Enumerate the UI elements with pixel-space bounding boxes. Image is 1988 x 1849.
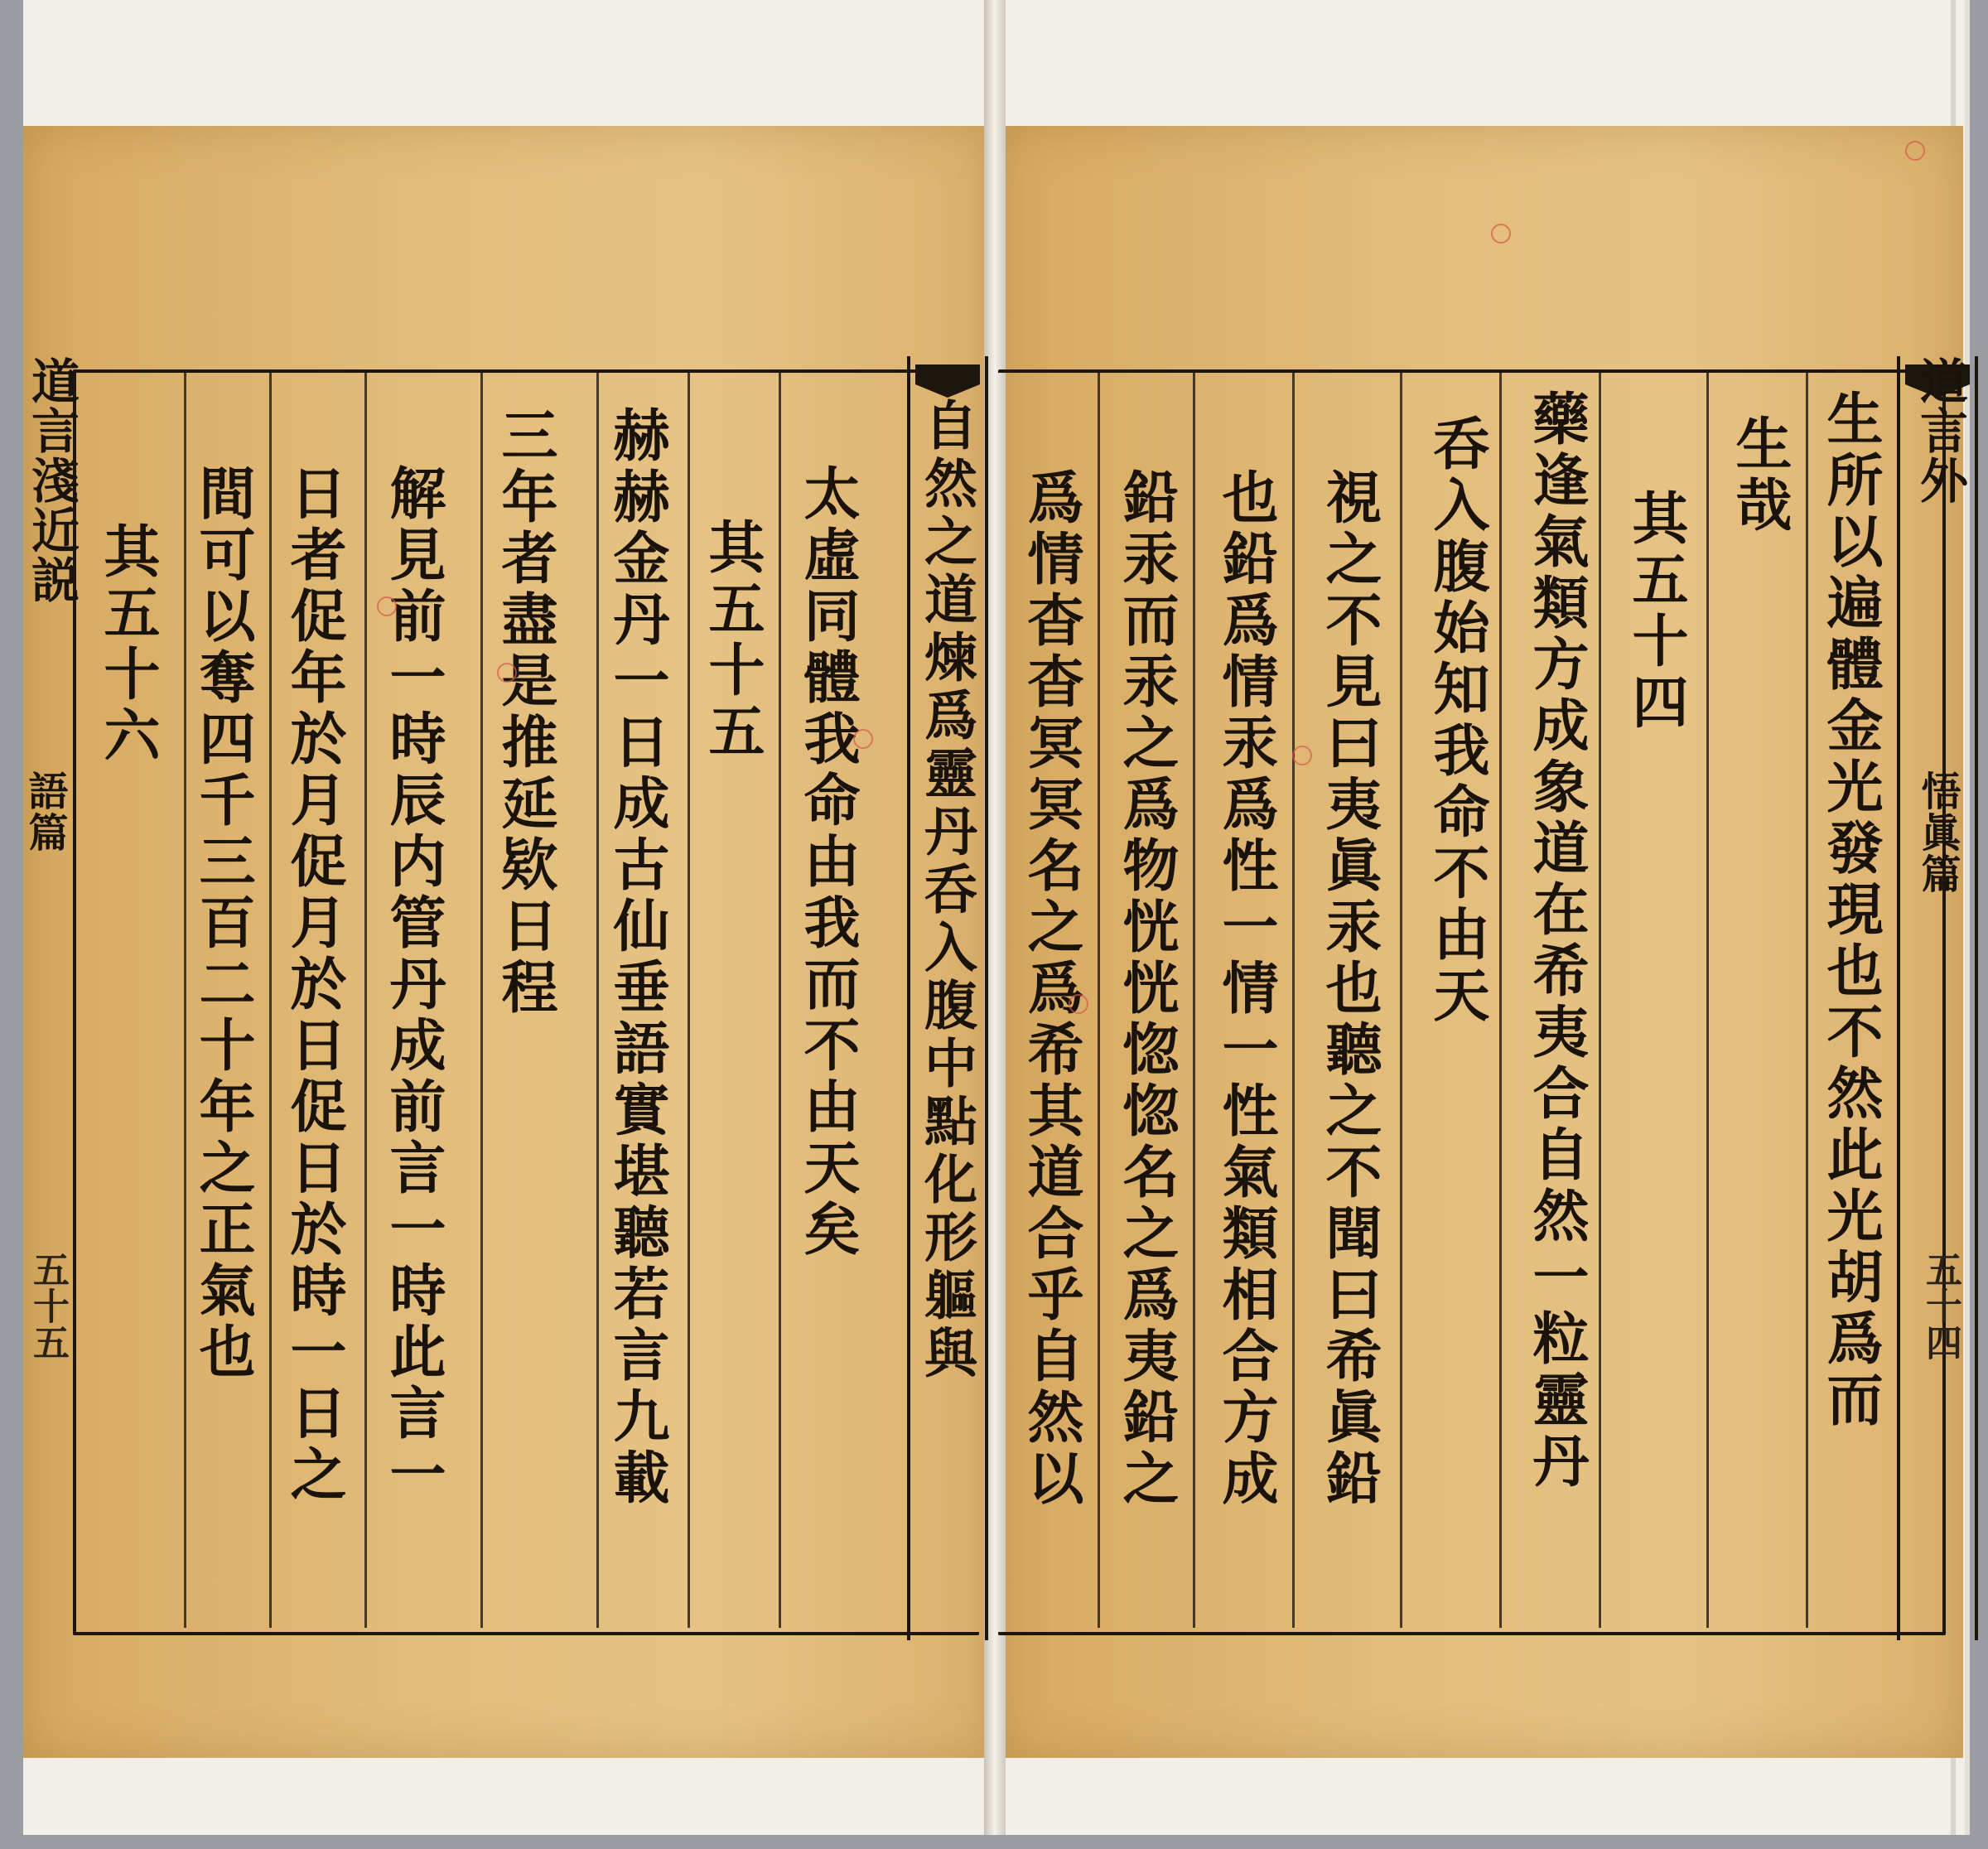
red-punctuation-mark (1292, 746, 1312, 765)
text-column: 也鉛爲情汞爲性一情一性氣類相合方成 (1213, 468, 1279, 1510)
right-centerfold (1897, 356, 1978, 1640)
column-rule (1499, 373, 1502, 1628)
text-column: 赫赫金丹一日成古仙垂語實堪聽若言九載 (604, 406, 670, 1509)
column-rule (1806, 373, 1808, 1628)
red-punctuation-mark (1069, 994, 1088, 1014)
text-column: 太虛同體我命由我而不由天矣 (794, 464, 861, 1261)
text-column: 生哉 (1726, 414, 1793, 537)
text-column: 鉛汞而汞之爲物恍恍惚惚名之爲夷鉛之 (1113, 468, 1180, 1510)
column-rule (184, 373, 186, 1628)
column-rule (1706, 373, 1709, 1628)
column-rule (1193, 373, 1195, 1628)
text-column: 間可以奪四千三百二十年之正氣也 (190, 464, 256, 1383)
red-punctuation-mark (853, 729, 873, 749)
column-rule (1098, 373, 1100, 1628)
right-section-title: 悟眞篇 (1914, 770, 1961, 895)
text-column: 自然之道煉爲靈丹呑入腹中點化形軀與 (915, 398, 977, 1383)
column-rule (1292, 373, 1295, 1628)
column-rule (480, 373, 483, 1628)
right-margin-title: 道言外 (1912, 356, 1968, 505)
text-column: 呑入腹始知我命不由天 (1424, 414, 1490, 1027)
text-column: 爲情杳杳冥冥名之爲希其道合乎自然以 (1018, 468, 1084, 1510)
red-punctuation-mark (1905, 141, 1925, 161)
red-punctuation-mark (497, 663, 517, 683)
column-rule (688, 373, 690, 1628)
column-rule (1400, 373, 1402, 1628)
text-column: 藥逢氣類方成象道在希夷合自然一粒靈丹 (1523, 389, 1590, 1493)
text-column: 生所以遍體金光發現也不然此光胡爲而 (1817, 389, 1884, 1431)
left-section-title: 語篇 (22, 770, 68, 853)
red-punctuation-mark (1491, 224, 1511, 244)
red-punctuation-mark (377, 596, 397, 616)
column-rule (269, 373, 272, 1628)
section-heading: 其五十五 (699, 518, 765, 763)
column-rule (1599, 373, 1601, 1628)
text-column: 解見前一時辰内管丹成前言一時此言一 (380, 464, 446, 1506)
column-rule (779, 373, 781, 1628)
section-heading: 其五十四 (1623, 489, 1689, 734)
section-heading: 其五十六 (94, 522, 161, 767)
left-folio: 五十五 (27, 1251, 69, 1360)
text-column: 視之不見曰夷眞汞也聽之不聞曰希眞鉛 (1316, 468, 1382, 1510)
column-rule (364, 373, 367, 1628)
right-folio: 五十四 (1919, 1251, 1961, 1360)
fish-tail-mark (915, 364, 980, 398)
left-margin-title: 道言淺近説 (23, 356, 80, 605)
column-rule (596, 373, 599, 1628)
text-column: 三年者盡是推延欵日程 (492, 406, 558, 1019)
text-column: 日者促年於月促月於日促日於時一日之 (281, 464, 347, 1506)
